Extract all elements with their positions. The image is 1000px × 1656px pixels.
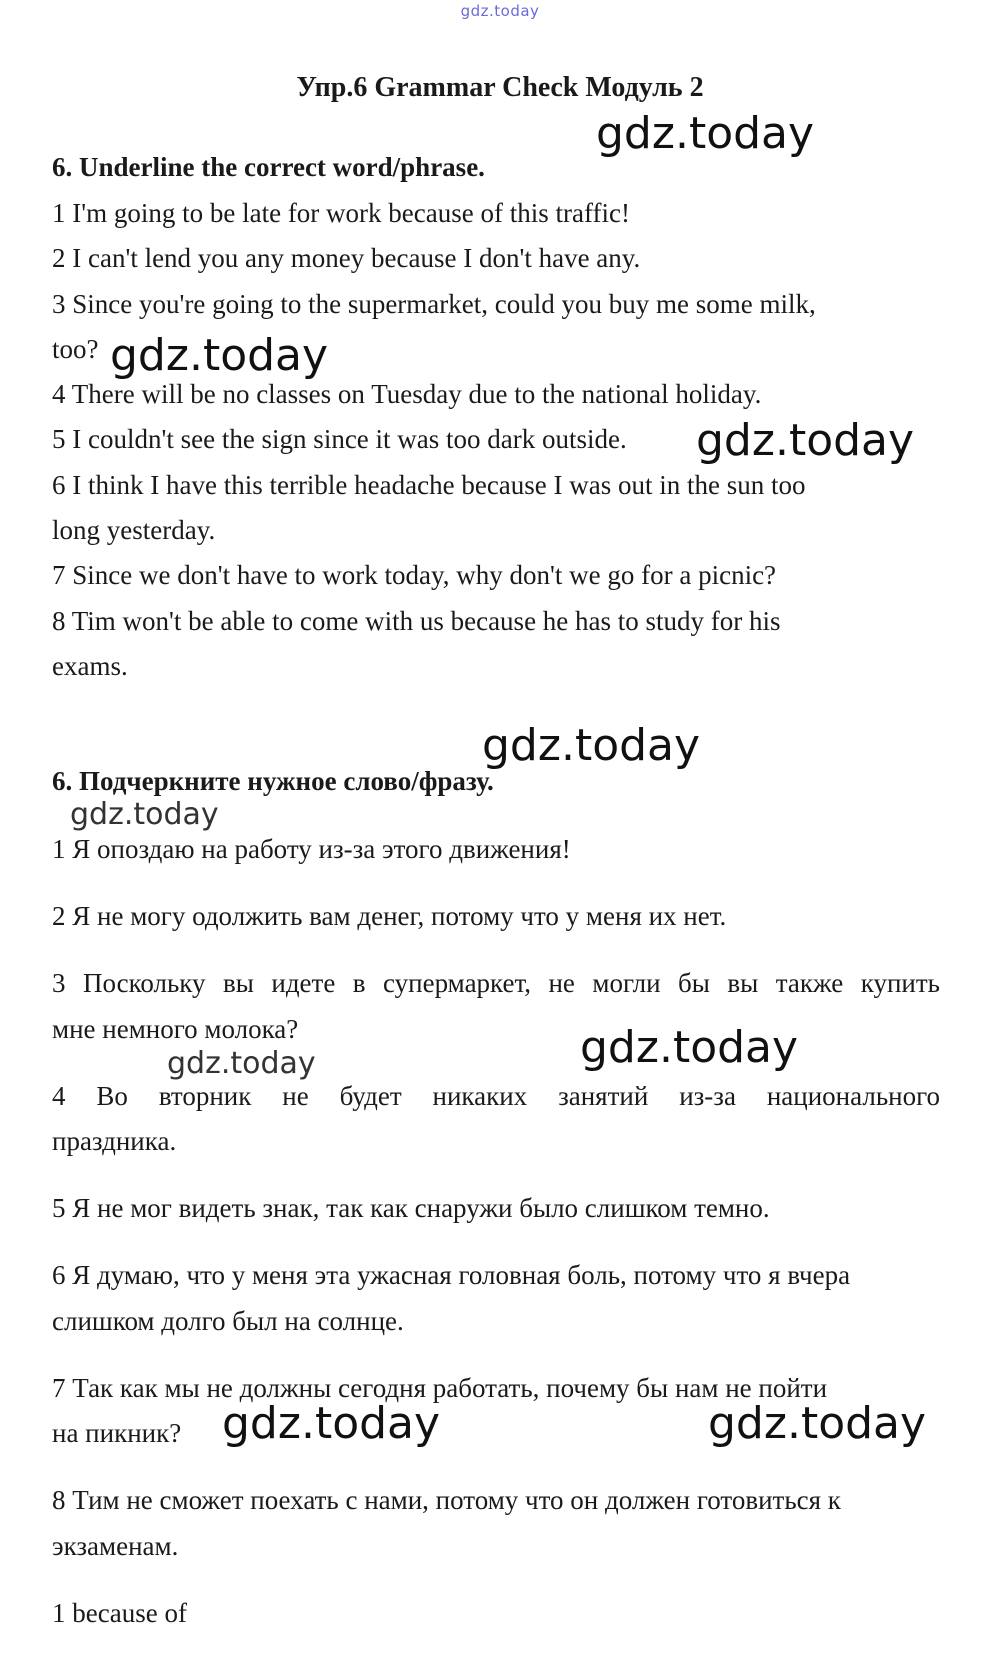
watermark: gdz.today: [110, 330, 329, 381]
english-heading: 6. Underline the correct word/phrase.: [52, 152, 485, 182]
watermark: gdz.today: [70, 797, 219, 832]
watermark: gdz.today: [696, 415, 915, 466]
watermark: gdz.today: [596, 108, 815, 159]
english-line: 5 I couldn't see the sign since it was too dark outside.: [52, 424, 627, 454]
english-line: 4 There will be no classes on Tuesday due to the national holiday.: [52, 379, 762, 409]
russian-line: на пикник?: [52, 1418, 182, 1448]
russian-line: слишком долго был на солнце.: [52, 1306, 404, 1336]
site-link[interactable]: gdz.today: [460, 2, 540, 20]
russian-line: 6 Я думаю, что у меня эта ужасная головная боль, потому что я вчера: [52, 1260, 851, 1290]
russian-line: мне немного молока?: [52, 1014, 299, 1044]
english-line: 6 I think I have this terrible headache because I was out in the sun too: [52, 470, 806, 500]
english-line: long yesterday.: [52, 515, 216, 545]
russian-line: 4 Во вторник не будет никаких занятий из-за национального: [52, 1081, 940, 1111]
russian-line: 2 Я не могу одолжить вам денег, потому что у меня их нет.: [52, 901, 727, 931]
watermark: gdz.today: [580, 1022, 799, 1073]
watermark: gdz.today: [708, 1398, 927, 1449]
english-line: 3 Since you're going to the supermarket, could you buy me some milk,: [52, 289, 816, 319]
watermark: gdz.today: [167, 1046, 316, 1081]
russian-line: экзаменам.: [52, 1531, 179, 1561]
russian-line: 1 Я опоздаю на работу из-за этого движения!: [52, 834, 571, 864]
watermark: gdz.today: [222, 1398, 441, 1449]
russian-line: 7 Так как мы не должны сегодня работать, почему бы нам не пойти: [52, 1373, 828, 1403]
page-title: Упр.6 Grammar Check Модуль 2: [296, 72, 704, 103]
russian-heading: 6. Подчеркните нужное слово/фразу.: [52, 766, 494, 796]
english-line: 1 I'm going to be late for work because of this traffic!: [52, 198, 630, 228]
russian-line: 8 Тим не сможет поехать с нами, потому что он должен готовиться к: [52, 1485, 841, 1515]
russian-line: 5 Я не мог видеть знак, так как снаружи было слишком темно.: [52, 1193, 770, 1223]
russian-line: 3 Поскольку вы идете в супермаркет, не могли бы вы также купить: [52, 968, 940, 998]
english-line: exams.: [52, 651, 128, 681]
english-line: 8 Tim won't be able to come with us because he has to study for his: [52, 606, 781, 636]
english-line: too?: [52, 334, 99, 364]
answer-line: 1 because of: [52, 1598, 187, 1628]
english-line: 7 Since we don't have to work today, why don't we go for a picnic?: [52, 560, 777, 590]
watermark: gdz.today: [482, 720, 701, 771]
english-line: 2 I can't lend you any money because I don't have any.: [52, 243, 641, 273]
russian-line: праздника.: [52, 1126, 177, 1156]
